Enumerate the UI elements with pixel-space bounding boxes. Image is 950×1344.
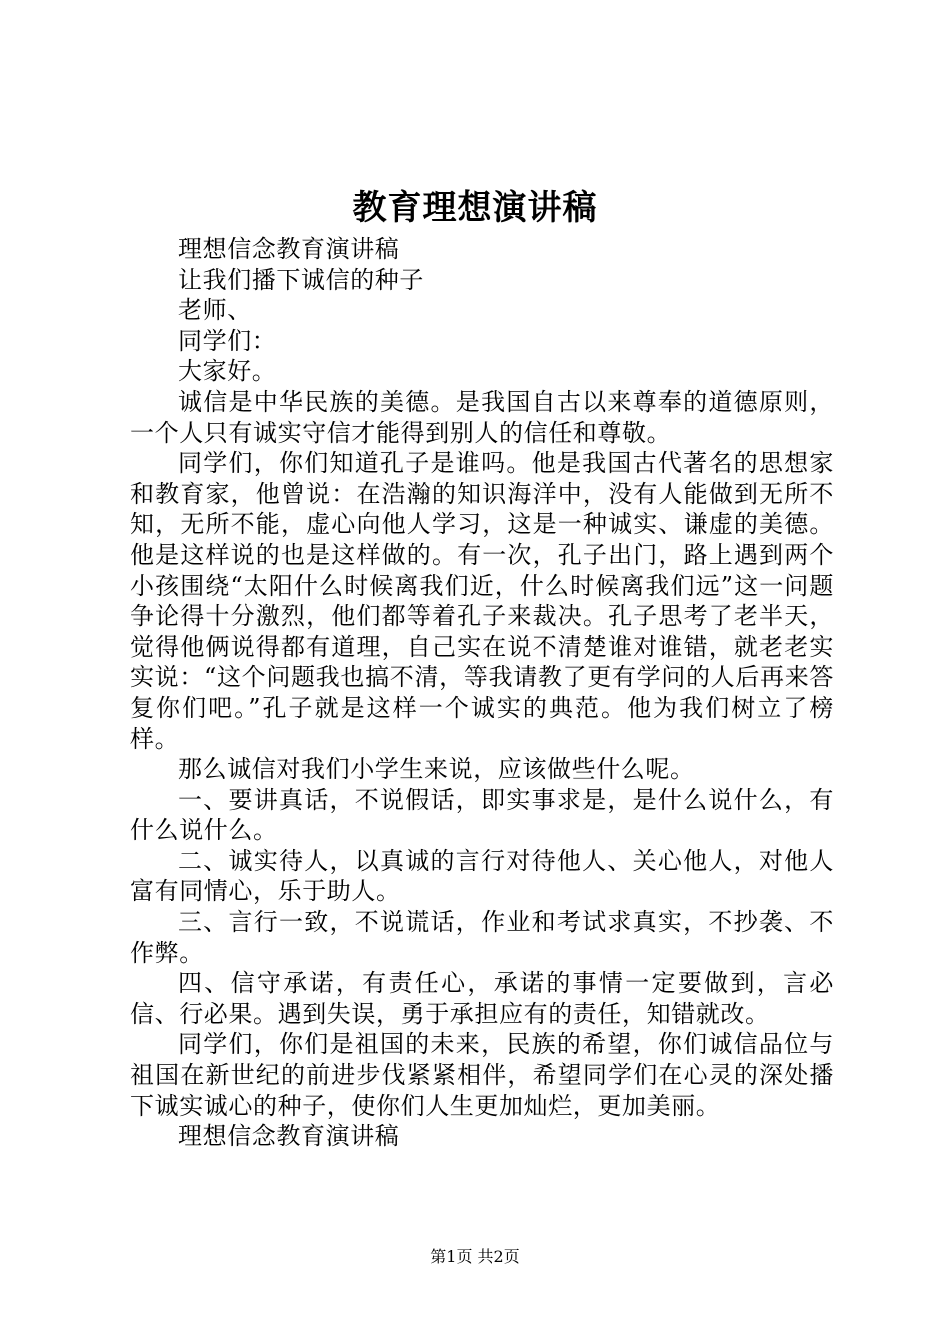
document-body — [130, 234, 834, 1152]
paragraph: 同学们，你们知道孔子是谁吗。他是我国古代著名的思想家和教育家，他曾说：在浩瀚的知识海洋中，没有人能做到无所不知，无所不能，虚心向他人学习，这是一种诚实、谦虚的美德。他是这样说的也是这样做的。有一次，孔子出门，路上遇到两个小孩围绕“太阳什么时候离我们近，什么时候离我们远”这一问题争论得十分激烈，他们都等着孔子来裁决。孔子思考了老半天，觉得他俩说得都有道理，自己实在说不清楚谁对谁错，就老老实实说：“这个问题我也搞不清，等我请教了更有学问的人后再来答复你们吧。”孔子就是这样一个诚实的典范。他为我们树立了榜样。 — [130, 449, 834, 753]
paragraph: 同学们，你们是祖国的未来，民族的希望，你们诚信品位与祖国在新世纪的前进步伐紧紧相伴，希望同学们在心灵的深处播下诚实诚心的种子，使你们人生更加灿烂，更加美丽。 — [130, 1030, 834, 1120]
paragraph: 理想信念教育演讲稿 — [178, 1122, 400, 1151]
paragraph: 诚信是中华民族的美德。是我国自古以来尊奉的道德原则，一个人只有诚实守信才能得到别人的信任和尊敬。 — [130, 387, 834, 447]
paragraph: 大家好。 — [178, 357, 277, 386]
paragraph: 理想信念教育演讲稿 — [178, 235, 400, 263]
paragraph: 三、言行一致，不说谎话，作业和考试求真实，不抄袭、不作弊。 — [130, 908, 834, 967]
page-footer: 第1页 共2页 — [430, 1247, 520, 1266]
paragraph: 四、信守承诺，有责任心，承诺的事情一定要做到，言必信、行必果。遇到失误，勇于承担应有的责任，知错就改。 — [130, 969, 834, 1028]
document-title: 教育理想演讲稿 — [352, 188, 598, 228]
paragraph: 让我们播下诚信的种子 — [178, 265, 424, 294]
paragraph: 同学们： — [178, 326, 277, 355]
paragraph: 老师、 — [178, 296, 252, 325]
paragraph: 二、诚实待人，以真诚的言行对待他人、关心他人，对他人富有同情心，乐于助人。 — [130, 846, 834, 906]
paragraph: 一、要讲真话，不说假话，即实事求是，是什么说什么，有什么说什么。 — [130, 785, 834, 845]
paragraph: 那么诚信对我们小学生来说，应该做些什么呢。 — [178, 755, 695, 784]
